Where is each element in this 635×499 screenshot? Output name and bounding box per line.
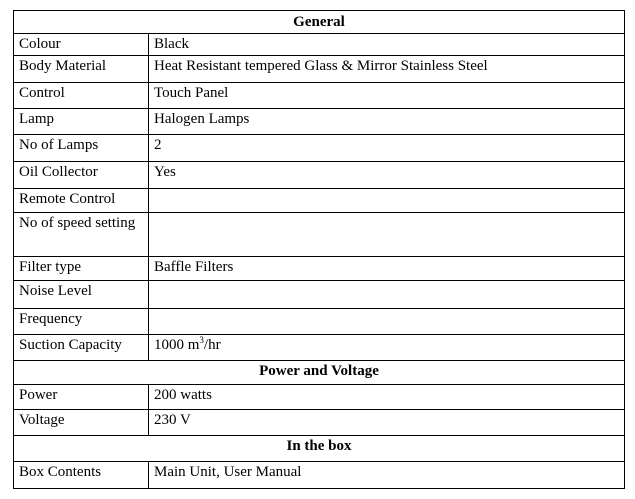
spec-table	[13, 10, 625, 489]
spec-value	[149, 281, 625, 309]
spec-row-lamp	[14, 109, 625, 135]
spec-row-box-contents	[14, 462, 625, 489]
spec-label: Remote Control	[14, 189, 149, 213]
spec-label: No of Lamps	[14, 135, 149, 162]
spec-row-oil-collector	[14, 162, 625, 189]
suction-value-suffix: /hr	[203, 337, 221, 353]
spec-row-no-of-lamps	[14, 135, 625, 162]
suction-value-prefix: 1000 m	[154, 337, 200, 353]
spec-label: Oil Collector	[14, 162, 149, 189]
section-header-general	[14, 11, 625, 34]
spec-value: 230 V	[149, 410, 625, 436]
section-header-in-the-box	[14, 436, 625, 462]
spec-value: 2	[149, 135, 625, 162]
spec-value	[149, 189, 625, 213]
spec-label: Power	[14, 385, 149, 410]
spec-label: Suction Capacity	[14, 335, 149, 361]
spec-label: Colour	[14, 34, 149, 56]
spec-label: Lamp	[14, 109, 149, 135]
spec-value: Baffle Filters	[149, 257, 625, 281]
section-title: General	[14, 11, 625, 34]
spec-row-colour	[14, 34, 625, 56]
spec-row-remote-control	[14, 189, 625, 213]
section-title: Power and Voltage	[14, 361, 625, 385]
section-title: In the box	[14, 436, 625, 462]
spec-row-power	[14, 385, 625, 410]
spec-label: Control	[14, 83, 149, 109]
spec-value: Touch Panel	[149, 83, 625, 109]
spec-row-noise-level	[14, 281, 625, 309]
spec-label: Box Contents	[14, 462, 149, 489]
spec-row-body-material	[14, 56, 625, 83]
spec-value	[149, 309, 625, 335]
spec-value: Black	[149, 34, 625, 56]
spec-row-filter-type	[14, 257, 625, 281]
spec-value	[149, 335, 625, 361]
spec-value: Halogen Lamps	[149, 109, 625, 135]
spec-label: Body Material	[14, 56, 149, 83]
spec-row-suction-capacity	[14, 335, 625, 361]
spec-label: Frequency	[14, 309, 149, 335]
spec-row-voltage	[14, 410, 625, 436]
spec-row-control	[14, 83, 625, 109]
spec-label: Filter type	[14, 257, 149, 281]
spec-label: No of speed setting	[14, 213, 149, 257]
spec-value: Yes	[149, 162, 625, 189]
spec-value	[149, 213, 625, 257]
spec-value: 200 watts	[149, 385, 625, 410]
suction-unit-exponent: 3	[199, 335, 204, 345]
spec-label: Noise Level	[14, 281, 149, 309]
spec-label: Voltage	[14, 410, 149, 436]
spec-row-speed-setting	[14, 213, 625, 257]
spec-value: Main Unit, User Manual	[149, 462, 625, 489]
section-header-power-voltage	[14, 361, 625, 385]
spec-row-frequency	[14, 309, 625, 335]
spec-value: Heat Resistant tempered Glass & Mirror Stainless Steel	[149, 56, 625, 83]
